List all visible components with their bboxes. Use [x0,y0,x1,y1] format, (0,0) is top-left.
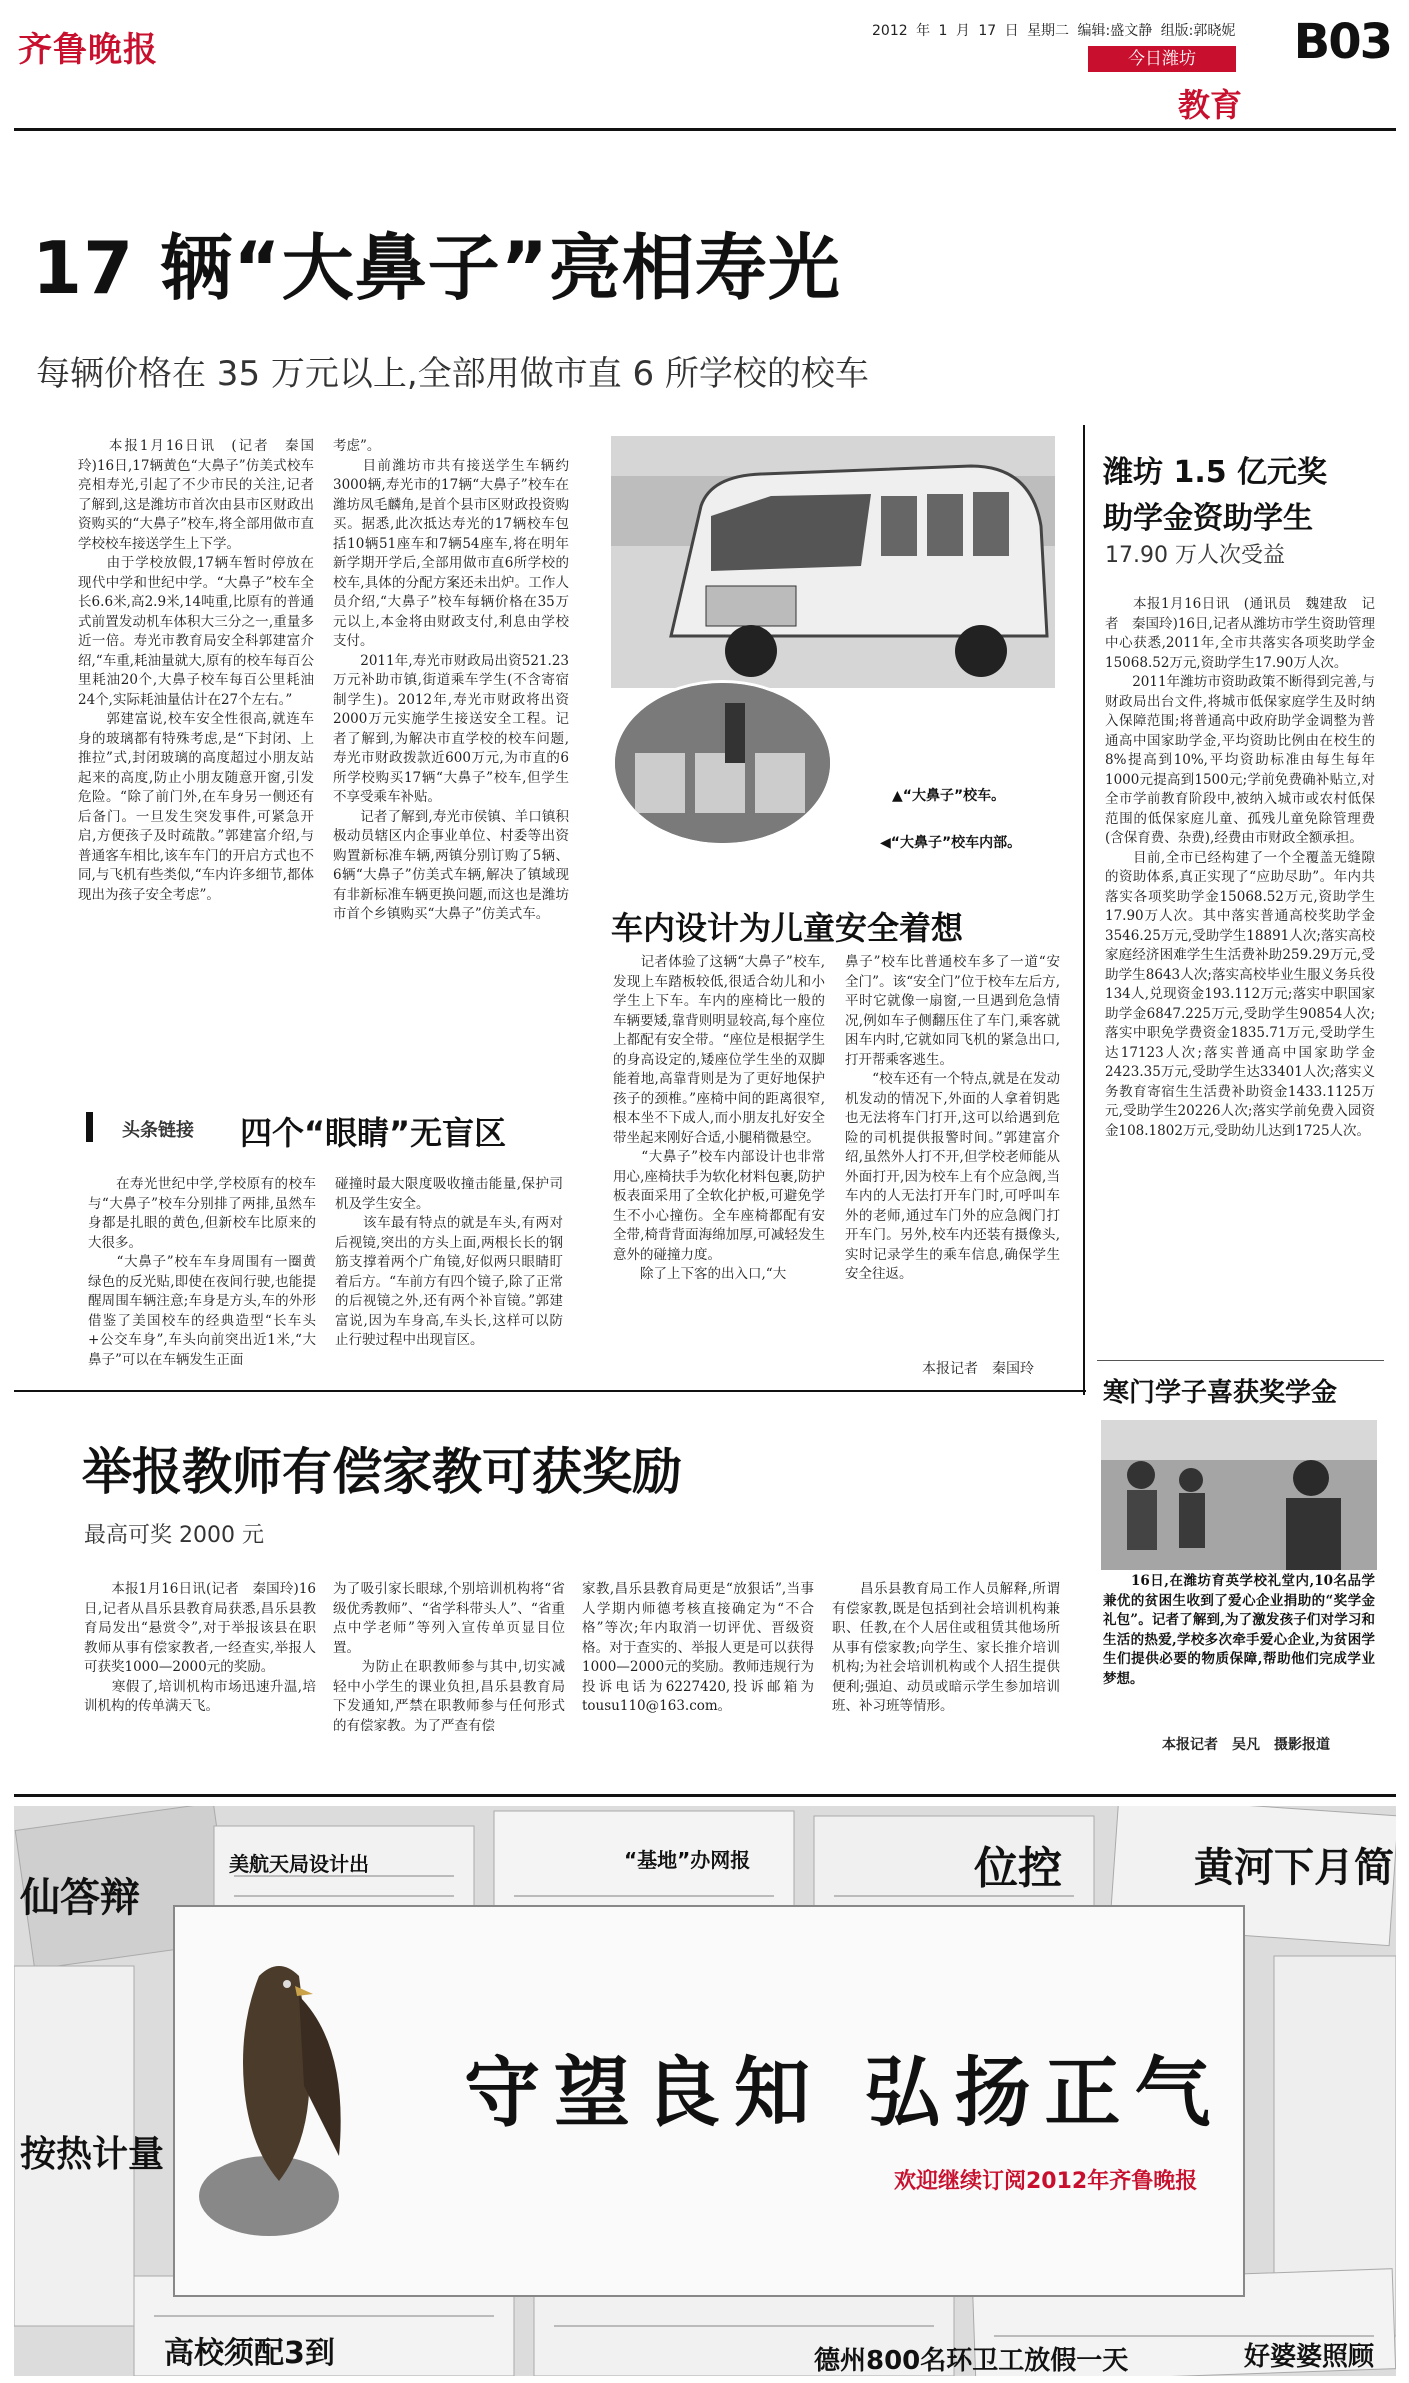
bus-interior-photo [612,680,833,846]
cold-photo-illustration [1101,1420,1377,1570]
lead-headline: 17 辆“大鼻子”亮相寿光 [32,226,841,310]
ad-top-rule [14,1794,1396,1797]
ad-clip-9: 位控 [974,1843,1062,1894]
ad-subscribe-cta: 欢迎继续订阅2012年齐鲁晚报 [894,2169,1198,2194]
page-number: B03 [1293,14,1391,70]
section-tag: 今日潍坊 [1088,46,1236,72]
bus-photo [611,436,1055,688]
subscription-ad [14,1806,1396,2376]
ad-clip-8: 仙答辩 [20,1875,140,1921]
lead-body-col-2: 考虑”。 目前潍坊市共有接送学生车辆约3000辆,寿光市的17辆“大鼻子”校车在潍坊凤毛麟角,是首个县市区财政投资购买。据悉,此次抵达寿光的17辆校车包括10辆51座车和7辆54座车,将在明年新学期开学后,全部用做市直6所学校的校车,具体的分配方案还未出炉。工作人员介绍,“大鼻子”校车每辆价格在35万元以上,本金将由财政支付,利息由学校支付。 2011年,寿光市财政局出资521.23万元补助市镇,街道乘车学生(不含寄宿制学生)。2012年,寿光市财政将出资2000万元实施学生接送安全工程。记者了解到,为解决市直学校的校车问题,寿光市财政拨款近600万元,为市直的6所学校购买17辆“大鼻子”校车,但学生不享受乘车补贴。 记者了解到,寿光市侯镇、羊口镇积极动员辖区内企事业单位、村委等出资购置新标准车辆,两镇分别订购了5辆、6辆“大鼻子”仿美式车辆,解决了镇域现有非新标准车辆更换问题,而这也是潍坊市首个乡镇购买“大鼻子”仿美式车。 [333,438,569,922]
issue-date: 2012 年 1 月 17 日 [872,23,1019,39]
header-info [872,20,1235,40]
lead-bottom-rule [14,1390,1086,1392]
bus-photo-illustration [611,436,1055,688]
sidebar-body-col-1: 在寿光世纪中学,学校原有的校车与“大鼻子”校车分别排了两排,虽然车身都是扎眼的黄色,但新校车比原来的大很多。 “大鼻子”校车车身周围有一圈黄绿色的反光贴,即使在夜间行驶,也能提醒周围车辆注意;车身是方头,车的外形借鉴了美国校车的经典造型“长车头+公交车身”,车头向前突出近1米,“大鼻子”可以在车辆发生正面 [88,1176,316,1368]
masthead-logo: 齐鲁晚报 [18,30,158,70]
lead-body-col-1: 本报1月16日讯 (记者 秦国玲)16日,17辆黄色“大鼻子”仿美式校车亮相寿光,引起了不少市民的关注,记者了解到,这是潍坊市首次由县市区财政出资购买的“大鼻子”校车,将全部用做市直学校校车接送学生上下学。 由于学校放假,17辆车暂时停放在现代中学和世纪中学。“大鼻子”校车全长6.6米,高2.9米,14吨重,比原有的普通式前置发动机车体积大三分之一,重量多近一倍。寿光市教育局安全科郭建富介绍,“车重,耗油量就大,原有的校车每百公里耗油20个,大鼻子校车每百公里耗油24个,实际耗油量估计在27个左右。” 郭建富说,校车安全性很高,就连车身的玻璃都有特殊考虑,是“下封闭、上推拉”式,封闭玻璃的高度超过小朋友站起来的高度,防止小朋友随意开窗,引发危险。“除了前门外,在车身另一侧还有后备门。一旦发生突发事件,可紧急开启,方便孩子及时疏散。”郭建富介绍,与普通客车相比,该车车门的开启方式也不同,与飞机有些类似,“车内许多细节,都体现出为孩子安全考虑”。 [78,438,314,903]
layout-credit: 组版:郭晓妮 [1160,23,1236,39]
lead-subheadline: 每辆价格在 35 万元以上,全部用做市直 6 所学校的校车 [36,354,869,394]
right-headline-line-2: 助学金资助学生 [1103,501,1313,536]
design-body-col-1: 记者体验了这辆“大鼻子”校车,发现上车踏板较低,很适合幼儿和小学生上下车。车内的座椅比一般的车辆要矮,靠背则明显较高,每个座位上都配有安全带。“座位是根据学生的身高设定的,矮座位学生坐的双脚能着地,高靠背则是为了更好地保护孩子的颈椎。”座椅中间的距离很窄,根本坐不下成人,而小朋友扎好安全带坐起来刚好合适,小腿稍微悬空。 “大鼻子”校车内部设计也非常用心,座椅扶手为软化材料包裹,防护板表面采用了全软化护板,可避免学生不小心撞伤。全车座椅都配有安全带,椅背背面海绵加厚,可减轻发生意外的碰撞力度。 除了上下客的出入口,“大 [613,954,825,1282]
cold-top-rule [1097,1360,1384,1361]
bottom-body-col-4: 昌乐县教育局工作人员解释,所谓有偿家教,既是包括到社会培训机构兼职、任教,在个人居住或租赁其他场所从事有偿家教;向学生、家长推介培训机构;为社会培训机构或个人招生提供便利;强迫、动员或暗示学生参加培训班、补习班等情形。 [832,1581,1060,1714]
bus-interior-caption: ◀“大鼻子”校车内部。 [880,835,1022,851]
bottom-body-col-1: 本报1月16日讯(记者 秦国玲)16日,记者从昌乐县教育局获悉,昌乐县教育局发出“悬赏令”,对于举报该县在职教师从事有偿家教者,一经查实,举报人可获奖1000—2000元的奖励。 寒假了,培训机构市场迅速升温,培训机构的传单满天飞。 [84,1581,316,1714]
cold-headline: 寒门学子喜获奖学金 [1103,1378,1338,1408]
right-column-divider [1083,425,1085,1395]
right-subheadline: 17.90 万人次受益 [1105,543,1285,568]
sidebar-body-col-2: 碰撞时最大限度吸收撞击能量,保护司机及学生安全。 该车最有特点的就是车头,有两对后视镜,突出的方头上面,两根长长的钢筋支撑着两个广角镜,好似两只眼睛盯着后方。“车前方有四个镜子,除了正常的后视镜之外,还有两个补盲镜。”郭建富说,因为车身高,车头长,这样可以防止行驶过程中出现盲区。 [335,1176,563,1348]
right-body: 本报1月16日讯 (通讯员 魏建敌 记者 秦国玲)16日,记者从潍坊市学生资助管理中心获悉,2011年,全市共落实各项奖助学金15068.52万元,资助学生17.90万人次。 2011年潍坊市资助政策不断得到完善,与财政局出台文件,将城市低保家庭学生及时纳入保障范围;将普通高中政府助学金调整为普通高中国家助学金,平均资助比例由在校生的8%提高到10%,平均资助标准由每生每年1000元提高到1500元;学前免费确补贴立,对全市学前教育阶段中,被纳入城市或农村低保范围的低保家庭儿童、孤残儿童免除管理费(含保育费、杂费),经费由市财政全额承担。 目前,全市已经构建了一个全覆盖无缝隙的资助体系,真正实现了“应助尽助”。年内共落实各项奖助学金15068.52万元,资助学生17.90万人次。其中落实普通高校奖助学金3546.25万元,受助学生18891人次;落实高校家庭经济困难学生生活费补助259.29万元,受助学生8643人次;落实高校毕业生服义务兵役134人,兑现资金193.112万元;落实中职国家助学金6847.225万元,受助学生90854人次;落实中职免学费资金1835.71万元,受助学生达17123人次;落实普通高中国家助学金2423.35万元,受助学生达33401人次;落实义务教育寄宿生生活费补助资金1433.1125万元,受助学生20226人次;落实学前免费入园资金108.1802万元,受助幼儿达到1725人次。 [1105,596,1375,1139]
sidebar-headline: 四个“眼睛”无盲区 [240,1114,507,1152]
ad-clip-5: 好婆婆照顾 [1244,2342,1375,2372]
bus-interior-illustration [615,683,830,843]
cold-caption: 16日,在潍坊育英学校礼堂内,10名品学兼优的贫困生收到了爱心企业捐助的“奖学金礼包”。记者了解到,为了激发孩子们对学习和生活的热爱,学校多次牵手爱心企业,为贫困学生们提供必要的物质保障,帮助他们完成学业梦想。 [1103,1573,1375,1687]
editor-credit: 编辑:盛文静 [1077,23,1153,39]
ad-clip-3: 德州800名环卫工放假一天 [814,2346,1129,2376]
design-byline: 本报记者 秦国玲 [922,1361,1034,1377]
masthead-rule [14,128,1396,131]
ad-clip-2: “基地”办网报 [624,1848,751,1872]
sidebar-marker [86,1112,93,1142]
issue-weekday: 星期二 [1027,23,1070,39]
design-body-col-2: 鼻子”校车比普通校车多了一道“安全门”。该“安全门”位于校车左后方,平时它就像一扇窗,一旦遇到危急情况,例如车子侧翻压住了车门,乘客就困车内时,它就如同飞机的紧急出口,打开帮乘客逃生。 “校车还有一个特点,就是在发动机发动的情况下,外面的人拿着钥匙也无法将车门打开,这可以给遇到危险的司机提供报警时间。”郭建富介绍,虽然外人打不开,但学校老师能从外面打开,因为校车上有个应急阀,当车内的人无法打开车门时,可呼叫车外的老师,通过车门外的应急阀门打开车门。另外,校车内还装有摄像头,实时记录学生的乘车信息,确保学生安全往返。 [845,954,1060,1282]
sidebar-kicker: 头条链接 [122,1120,194,1141]
ad-clip-7: 按热计量 [20,2134,165,2175]
bus-photo-caption: ▲“大鼻子”校车。 [892,788,1006,804]
cold-photo [1101,1420,1377,1570]
ad-slogan: 守望良知 弘扬正气 [464,2048,1225,2137]
bottom-body-col-2: 为了吸引家长眼球,个别培训机构将“省级优秀教师”、“省学科带头人”、“省重点中学老师”等列入宣传单页显目位置。 为防止在职教师参与其中,切实减轻中小学生的课业负担,昌乐县教育局下发通知,严禁在职教师参与任何形式的有偿家教。为了严查有偿 [333,1581,565,1734]
design-headline: 车内设计为儿童安全着想 [611,909,964,947]
bottom-subheadline: 最高可奖 2000 元 [84,1523,264,1548]
ad-clip-6: 黄河下月简 [1194,1845,1394,1891]
section-name: 教育 [1178,86,1243,124]
cold-byline: 本报记者 吴凡 摄影报道 [1162,1737,1330,1753]
right-headline-line-1: 潍坊 1.5 亿元奖 [1103,455,1328,490]
bottom-body-col-3: 家教,昌乐县教育局更是“放狠话”,当事人学期内师德考核直接确定为“不合格”等次;年内取消一切评优、晋级资格。对于查实的、举报人更是可以获得1000—2000元的奖励。教师违规行为投诉电话为6227420,投诉邮箱为tousu110@163.com。 [582,1581,814,1714]
ad-clip-1: 美航天局设计出 [229,1852,369,1876]
bottom-headline: 举报教师有偿家教可获奖励 [82,1443,682,1501]
ad-clip-4: 高校须配3到 [164,2336,335,2371]
